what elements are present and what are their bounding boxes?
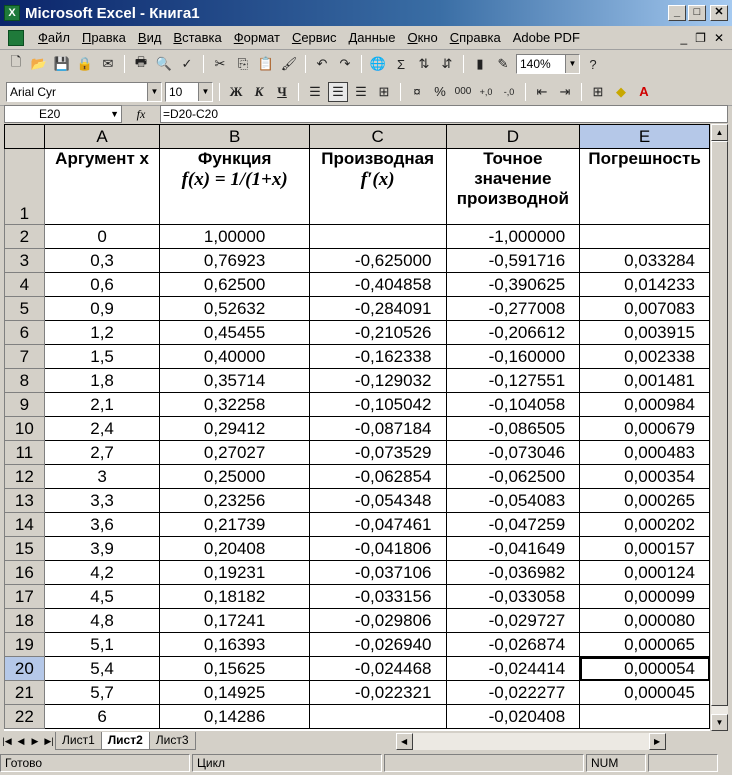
- toolbar-separator: [124, 55, 125, 73]
- copy-icon[interactable]: ⎘: [237, 56, 249, 71]
- zoom-select[interactable]: [516, 54, 580, 74]
- sort-descending-icon[interactable]: ⇵: [441, 56, 453, 71]
- worksheet-grid[interactable]: [4, 124, 710, 731]
- cell-function[interactable]: 0,35714: [160, 369, 309, 393]
- row-header[interactable]: 12: [5, 465, 45, 489]
- row-header[interactable]: 20: [5, 657, 45, 681]
- thousands-icon[interactable]: 000: [454, 86, 472, 97]
- cell-error[interactable]: 0,002338: [580, 345, 710, 369]
- cell-argument[interactable]: 1,5: [44, 345, 160, 369]
- cell-error[interactable]: 0,000679: [580, 417, 710, 441]
- cell-function[interactable]: 0,27027: [160, 441, 309, 465]
- cell-argument[interactable]: 4,5: [44, 585, 160, 609]
- menu-edit[interactable]: Правка: [81, 30, 126, 45]
- cell-argument[interactable]: 2,1: [44, 393, 160, 417]
- font-size-select[interactable]: [165, 82, 213, 102]
- column-header-a[interactable]: A: [44, 125, 160, 149]
- name-box[interactable]: [4, 105, 122, 123]
- undo-icon[interactable]: ↶: [316, 56, 328, 71]
- status-bar: [0, 751, 732, 775]
- select-all-corner[interactable]: [5, 125, 45, 149]
- decrease-indent-icon[interactable]: ⇤: [536, 83, 548, 99]
- sort-ascending-icon[interactable]: ⇅: [418, 56, 430, 71]
- cell-error[interactable]: 0,033284: [580, 249, 710, 273]
- header-exact-3: производной: [456, 189, 569, 208]
- cell-exact[interactable]: -0,206612: [446, 321, 580, 345]
- first-sheet-icon[interactable]: |◀: [2, 735, 12, 746]
- vertical-scrollbar[interactable]: [710, 124, 728, 731]
- cell-derivative[interactable]: [309, 705, 446, 729]
- cell-e1[interactable]: [580, 149, 710, 225]
- cell-function[interactable]: 0,17241: [160, 609, 309, 633]
- zoom-dropdown-icon[interactable]: ▼: [565, 55, 579, 73]
- row-header[interactable]: 4: [5, 273, 45, 297]
- menu-bar: [0, 26, 732, 50]
- horizontal-scroll-track[interactable]: [413, 733, 649, 750]
- table-row: [5, 273, 710, 297]
- cell-argument[interactable]: 4,2: [44, 561, 160, 585]
- cell-error[interactable]: 0,000080: [580, 609, 710, 633]
- cell-function[interactable]: 0,15625: [160, 657, 309, 681]
- cell-function[interactable]: 0,14286: [160, 705, 309, 729]
- row-header[interactable]: 14: [5, 513, 45, 537]
- window-title: Microsoft Excel - Книга1: [25, 4, 200, 22]
- name-box-dropdown-icon[interactable]: ▼: [110, 109, 119, 119]
- cell-exact[interactable]: -0,022277: [446, 681, 580, 705]
- cell-derivative[interactable]: -0,033156: [309, 585, 446, 609]
- cell-error[interactable]: 0,000099: [580, 585, 710, 609]
- standard-toolbar: [0, 50, 732, 78]
- cell-derivative[interactable]: -0,037106: [309, 561, 446, 585]
- menu-tools[interactable]: Сервис: [291, 30, 337, 45]
- print-icon[interactable]: 🖶: [134, 54, 148, 69]
- table-row: [5, 249, 710, 273]
- table-row: [5, 393, 710, 417]
- borders-icon[interactable]: ⊞: [592, 83, 604, 99]
- formula-input[interactable]: =D20-C20: [160, 105, 728, 123]
- cell-derivative[interactable]: -0,047461: [309, 513, 446, 537]
- cell-exact[interactable]: -0,033058: [446, 585, 580, 609]
- font-size-dropdown-icon[interactable]: ▼: [198, 83, 212, 101]
- table-row: [5, 441, 710, 465]
- zoom-value: 140%: [520, 57, 551, 71]
- cell-argument[interactable]: 3,6: [44, 513, 160, 537]
- toolbar-separator: [361, 55, 362, 73]
- table-row: [5, 537, 710, 561]
- cell-argument[interactable]: 4,8: [44, 609, 160, 633]
- cell-error[interactable]: [580, 705, 710, 729]
- header-function-formula: f(x) = 1/(1+x): [181, 169, 288, 190]
- table-row: [5, 369, 710, 393]
- row-header[interactable]: 3: [5, 249, 45, 273]
- cell-function[interactable]: 0,29412: [160, 417, 309, 441]
- spelling-icon[interactable]: ✓: [181, 56, 193, 71]
- table-row: [5, 345, 710, 369]
- cell-exact[interactable]: -0,390625: [446, 273, 580, 297]
- redo-icon[interactable]: ↷: [339, 56, 351, 71]
- excel-app-icon: X: [4, 5, 20, 21]
- sheet-tab-2[interactable]: Лист2: [101, 732, 150, 750]
- toolbar-separator: [305, 55, 306, 73]
- cell-argument[interactable]: 1,2: [44, 321, 160, 345]
- row-header[interactable]: 13: [5, 489, 45, 513]
- scroll-thumb[interactable]: [711, 141, 728, 706]
- cell-function[interactable]: 0,76923: [160, 249, 309, 273]
- cell-exact[interactable]: -0,054083: [446, 489, 580, 513]
- sheet-tabs-bar: [0, 731, 732, 751]
- cell-argument[interactable]: 5,7: [44, 681, 160, 705]
- permission-icon[interactable]: 🔒: [76, 56, 94, 71]
- align-right-icon[interactable]: ☰: [355, 83, 367, 99]
- cell-derivative[interactable]: -0,129032: [309, 369, 446, 393]
- cell-derivative[interactable]: -0,022321: [309, 681, 446, 705]
- drawing-icon[interactable]: ✎: [497, 56, 509, 71]
- cell-exact[interactable]: -0,036982: [446, 561, 580, 585]
- horizontal-scrollbar[interactable]: [396, 733, 666, 750]
- font-size-value: 10: [169, 84, 183, 99]
- cell-derivative[interactable]: -0,026940: [309, 633, 446, 657]
- decrease-decimal-icon[interactable]: -,0: [503, 86, 515, 97]
- cell-function[interactable]: 0,40000: [160, 345, 309, 369]
- cell-function[interactable]: 0,18182: [160, 585, 309, 609]
- cell-function[interactable]: 0,32258: [160, 393, 309, 417]
- row-header[interactable]: 21: [5, 681, 45, 705]
- bold-button[interactable]: Ж: [229, 83, 243, 99]
- table-row: [5, 705, 710, 729]
- cell-exact[interactable]: -0,062500: [446, 465, 580, 489]
- cell-argument[interactable]: 0,9: [44, 297, 160, 321]
- align-center-icon[interactable]: ☰: [328, 82, 348, 102]
- cell-error[interactable]: 0,001481: [580, 369, 710, 393]
- help-icon[interactable]: ?: [589, 56, 597, 72]
- table-row: [5, 417, 710, 441]
- table-row: [5, 681, 710, 705]
- hyperlink-icon[interactable]: 🌐: [369, 56, 387, 71]
- header-derivative: Производная: [321, 149, 435, 168]
- email-icon[interactable]: ✉: [102, 56, 114, 71]
- toolbar-separator: [581, 83, 582, 101]
- toolbar-separator: [298, 83, 299, 101]
- column-header-row: [5, 125, 710, 149]
- cell-exact[interactable]: -0,024414: [446, 657, 580, 681]
- cell-function[interactable]: 0,21739: [160, 513, 309, 537]
- formatting-toolbar: [0, 78, 732, 106]
- cell-function[interactable]: 0,16393: [160, 633, 309, 657]
- status-mode: Цикл: [192, 754, 382, 772]
- cell-argument[interactable]: 3,3: [44, 489, 160, 513]
- cell-error[interactable]: 0,000054: [580, 657, 710, 681]
- header-argument: Аргумент x: [55, 149, 149, 168]
- cell-argument[interactable]: 2,4: [44, 417, 160, 441]
- cell-derivative[interactable]: [309, 225, 446, 249]
- cell-derivative[interactable]: -0,029806: [309, 609, 446, 633]
- cell-exact[interactable]: -0,127551: [446, 369, 580, 393]
- column-header-b[interactable]: B: [160, 125, 309, 149]
- cell-function[interactable]: 0,20408: [160, 537, 309, 561]
- cell-derivative[interactable]: -0,087184: [309, 417, 446, 441]
- percent-icon[interactable]: %: [434, 84, 446, 99]
- cell-exact[interactable]: -1,000000: [446, 225, 580, 249]
- cell-argument[interactable]: 3,9: [44, 537, 160, 561]
- format-painter-icon[interactable]: 🖌: [280, 56, 298, 71]
- cell-exact[interactable]: -0,026874: [446, 633, 580, 657]
- sheet-tab-1[interactable]: Лист1: [55, 732, 102, 750]
- cut-icon[interactable]: ✂: [214, 56, 226, 71]
- menu-window[interactable]: Окно: [407, 30, 438, 45]
- table-row: [5, 657, 710, 681]
- table-row: [5, 561, 710, 585]
- cell-argument[interactable]: 0,3: [44, 249, 160, 273]
- cell-function[interactable]: 0,14925: [160, 681, 309, 705]
- cell-derivative[interactable]: -0,024468: [309, 657, 446, 681]
- status-extra: [648, 754, 718, 772]
- italic-button[interactable]: К: [254, 83, 264, 99]
- merge-center-icon[interactable]: ⊞: [378, 83, 390, 99]
- minimize-button[interactable]: _: [668, 5, 686, 21]
- status-ready: Готово: [0, 754, 190, 772]
- cell-argument[interactable]: 0: [44, 225, 160, 249]
- menu-help[interactable]: Справка: [449, 30, 501, 45]
- cell-error[interactable]: 0,000483: [580, 441, 710, 465]
- header-row: [5, 149, 710, 225]
- cell-argument[interactable]: 5,1: [44, 633, 160, 657]
- cell-function[interactable]: 0,45455: [160, 321, 309, 345]
- cell-exact[interactable]: -0,041649: [446, 537, 580, 561]
- scroll-right-icon[interactable]: ▶: [649, 733, 666, 750]
- align-left-icon[interactable]: ☰: [309, 83, 321, 99]
- row-header[interactable]: 18: [5, 609, 45, 633]
- cell-function[interactable]: 0,23256: [160, 489, 309, 513]
- row-header[interactable]: 17: [5, 585, 45, 609]
- table-row: [5, 633, 710, 657]
- increase-decimal-icon[interactable]: +,0: [479, 86, 493, 97]
- column-header-d[interactable]: D: [446, 125, 580, 149]
- cell-error[interactable]: 0,000354: [580, 465, 710, 489]
- sheet-tab-3[interactable]: Лист3: [149, 732, 196, 750]
- cell-derivative[interactable]: -0,404858: [309, 273, 446, 297]
- insert-function-button[interactable]: fx: [136, 106, 146, 121]
- toolbar-separator: [203, 55, 204, 73]
- table-row: [5, 321, 710, 345]
- cell-derivative[interactable]: -0,210526: [309, 321, 446, 345]
- maximize-button[interactable]: □: [688, 5, 706, 21]
- menu-view[interactable]: Вид: [137, 30, 162, 45]
- cell-derivative[interactable]: -0,284091: [309, 297, 446, 321]
- increase-indent-icon[interactable]: ⇥: [559, 83, 571, 99]
- currency-icon[interactable]: ¤: [413, 84, 421, 99]
- row-header[interactable]: 8: [5, 369, 45, 393]
- cell-exact[interactable]: -0,020408: [446, 705, 580, 729]
- cell-derivative[interactable]: -0,073529: [309, 441, 446, 465]
- close-button[interactable]: ✕: [710, 5, 728, 21]
- doc-restore-icon[interactable]: ❐: [695, 30, 706, 45]
- toolbar-separator: [525, 83, 526, 101]
- prev-sheet-icon[interactable]: ◀: [17, 735, 25, 746]
- scroll-down-icon[interactable]: ▼: [711, 714, 728, 731]
- name-box-value: E20: [39, 107, 61, 121]
- cell-error[interactable]: [580, 225, 710, 249]
- row-header[interactable]: 9: [5, 393, 45, 417]
- column-header-c[interactable]: C: [309, 125, 446, 149]
- cell-derivative[interactable]: -0,105042: [309, 393, 446, 417]
- row-header[interactable]: 11: [5, 441, 45, 465]
- row-header[interactable]: 10: [5, 417, 45, 441]
- last-sheet-icon[interactable]: ▶|: [44, 735, 54, 746]
- font-select[interactable]: [6, 82, 162, 102]
- cell-exact[interactable]: -0,086505: [446, 417, 580, 441]
- cell-function[interactable]: 0,25000: [160, 465, 309, 489]
- toolbar-separator: [219, 83, 220, 101]
- fill-color-icon[interactable]: ◆: [616, 83, 626, 99]
- font-color-icon[interactable]: A: [639, 84, 649, 99]
- cell-exact[interactable]: -0,277008: [446, 297, 580, 321]
- cell-derivative[interactable]: -0,054348: [309, 489, 446, 513]
- cell-error[interactable]: 0,003915: [580, 321, 710, 345]
- header-exact-1: Точное: [483, 149, 543, 168]
- table-row: [5, 297, 710, 321]
- row-header[interactable]: 7: [5, 345, 45, 369]
- header-error: Погрешность: [588, 149, 701, 168]
- cell-argument[interactable]: 1,8: [44, 369, 160, 393]
- cell-function[interactable]: 0,52632: [160, 297, 309, 321]
- underline-button[interactable]: Ч: [277, 83, 287, 99]
- doc-minimize-icon[interactable]: _: [680, 30, 688, 45]
- cell-function[interactable]: 0,19231: [160, 561, 309, 585]
- cell-argument[interactable]: 3: [44, 465, 160, 489]
- table-row: [5, 609, 710, 633]
- row-header[interactable]: 16: [5, 561, 45, 585]
- menu-adobe-pdf[interactable]: Adobe PDF: [512, 30, 580, 45]
- doc-close-icon[interactable]: ✕: [713, 30, 724, 45]
- cell-error[interactable]: 0,000065: [580, 633, 710, 657]
- row-header[interactable]: 19: [5, 633, 45, 657]
- new-icon[interactable]: 🗋: [10, 54, 22, 69]
- cell-b1[interactable]: [160, 149, 309, 225]
- table-row: [5, 465, 710, 489]
- row-header[interactable]: 15: [5, 537, 45, 561]
- cell-error[interactable]: 0,000157: [580, 537, 710, 561]
- cell-argument[interactable]: 2,7: [44, 441, 160, 465]
- row-header[interactable]: 22: [5, 705, 45, 729]
- font-dropdown-icon[interactable]: ▼: [147, 83, 161, 101]
- menu-insert[interactable]: Вставка: [173, 30, 222, 45]
- cell-error[interactable]: 0,000045: [580, 681, 710, 705]
- cell-exact[interactable]: -0,047259: [446, 513, 580, 537]
- scroll-up-icon[interactable]: ▲: [711, 124, 728, 141]
- cell-function[interactable]: 1,00000: [160, 225, 309, 249]
- cell-argument[interactable]: 6: [44, 705, 160, 729]
- menu-data[interactable]: Данные: [348, 30, 396, 45]
- row-header[interactable]: 1: [5, 149, 45, 225]
- cell-exact[interactable]: -0,160000: [446, 345, 580, 369]
- table-row: [5, 585, 710, 609]
- cell-error[interactable]: 0,000202: [580, 513, 710, 537]
- cell-derivative[interactable]: -0,062854: [309, 465, 446, 489]
- title-bar: [0, 0, 732, 26]
- next-sheet-icon[interactable]: ▶: [31, 735, 39, 746]
- row-header[interactable]: 2: [5, 225, 45, 249]
- cell-error[interactable]: 0,000265: [580, 489, 710, 513]
- table-row: [5, 513, 710, 537]
- cell-function[interactable]: 0,62500: [160, 273, 309, 297]
- status-empty: [384, 754, 584, 772]
- autosum-icon[interactable]: Σ: [396, 56, 406, 72]
- chart-wizard-icon[interactable]: ▮: [476, 56, 484, 71]
- cell-argument[interactable]: 0,6: [44, 273, 160, 297]
- font-value: Arial Cyr: [10, 84, 57, 99]
- cell-exact[interactable]: -0,029727: [446, 609, 580, 633]
- save-icon[interactable]: 💾: [53, 56, 71, 71]
- cell-derivative[interactable]: -0,625000: [309, 249, 446, 273]
- cell-a1[interactable]: [44, 149, 160, 225]
- cell-exact[interactable]: -0,591716: [446, 249, 580, 273]
- cell-error[interactable]: 0,000124: [580, 561, 710, 585]
- column-header-e[interactable]: E: [580, 125, 710, 149]
- cell-derivative[interactable]: -0,041806: [309, 537, 446, 561]
- table-row: [5, 225, 710, 249]
- open-icon[interactable]: 📂: [30, 56, 48, 71]
- header-exact-2: значение: [474, 169, 552, 188]
- menu-format[interactable]: Формат: [233, 30, 280, 45]
- cell-error[interactable]: 0,007083: [580, 297, 710, 321]
- cell-derivative[interactable]: -0,162338: [309, 345, 446, 369]
- scroll-left-icon[interactable]: ◀: [396, 733, 413, 750]
- formula-bar: [0, 104, 732, 124]
- status-num: NUM: [586, 754, 646, 772]
- print-preview-icon[interactable]: 🔍: [155, 56, 173, 71]
- cell-d1[interactable]: [446, 149, 580, 225]
- table-row: [5, 489, 710, 513]
- cell-c1[interactable]: [309, 149, 446, 225]
- menu-file[interactable]: Файл: [38, 30, 70, 45]
- paste-icon[interactable]: 📋: [257, 56, 275, 71]
- cell-error[interactable]: 0,000984: [580, 393, 710, 417]
- row-header[interactable]: 6: [5, 321, 45, 345]
- cell-exact[interactable]: -0,104058: [446, 393, 580, 417]
- toolbar-separator: [400, 83, 401, 101]
- row-header[interactable]: 5: [5, 297, 45, 321]
- cell-error[interactable]: 0,014233: [580, 273, 710, 297]
- header-function: Функция: [197, 149, 272, 168]
- toolbar-separator: [463, 55, 464, 73]
- header-derivative-formula: f′(x): [360, 169, 395, 190]
- document-icon[interactable]: [8, 30, 24, 46]
- cell-argument[interactable]: 5,4: [44, 657, 160, 681]
- cell-exact[interactable]: -0,073046: [446, 441, 580, 465]
